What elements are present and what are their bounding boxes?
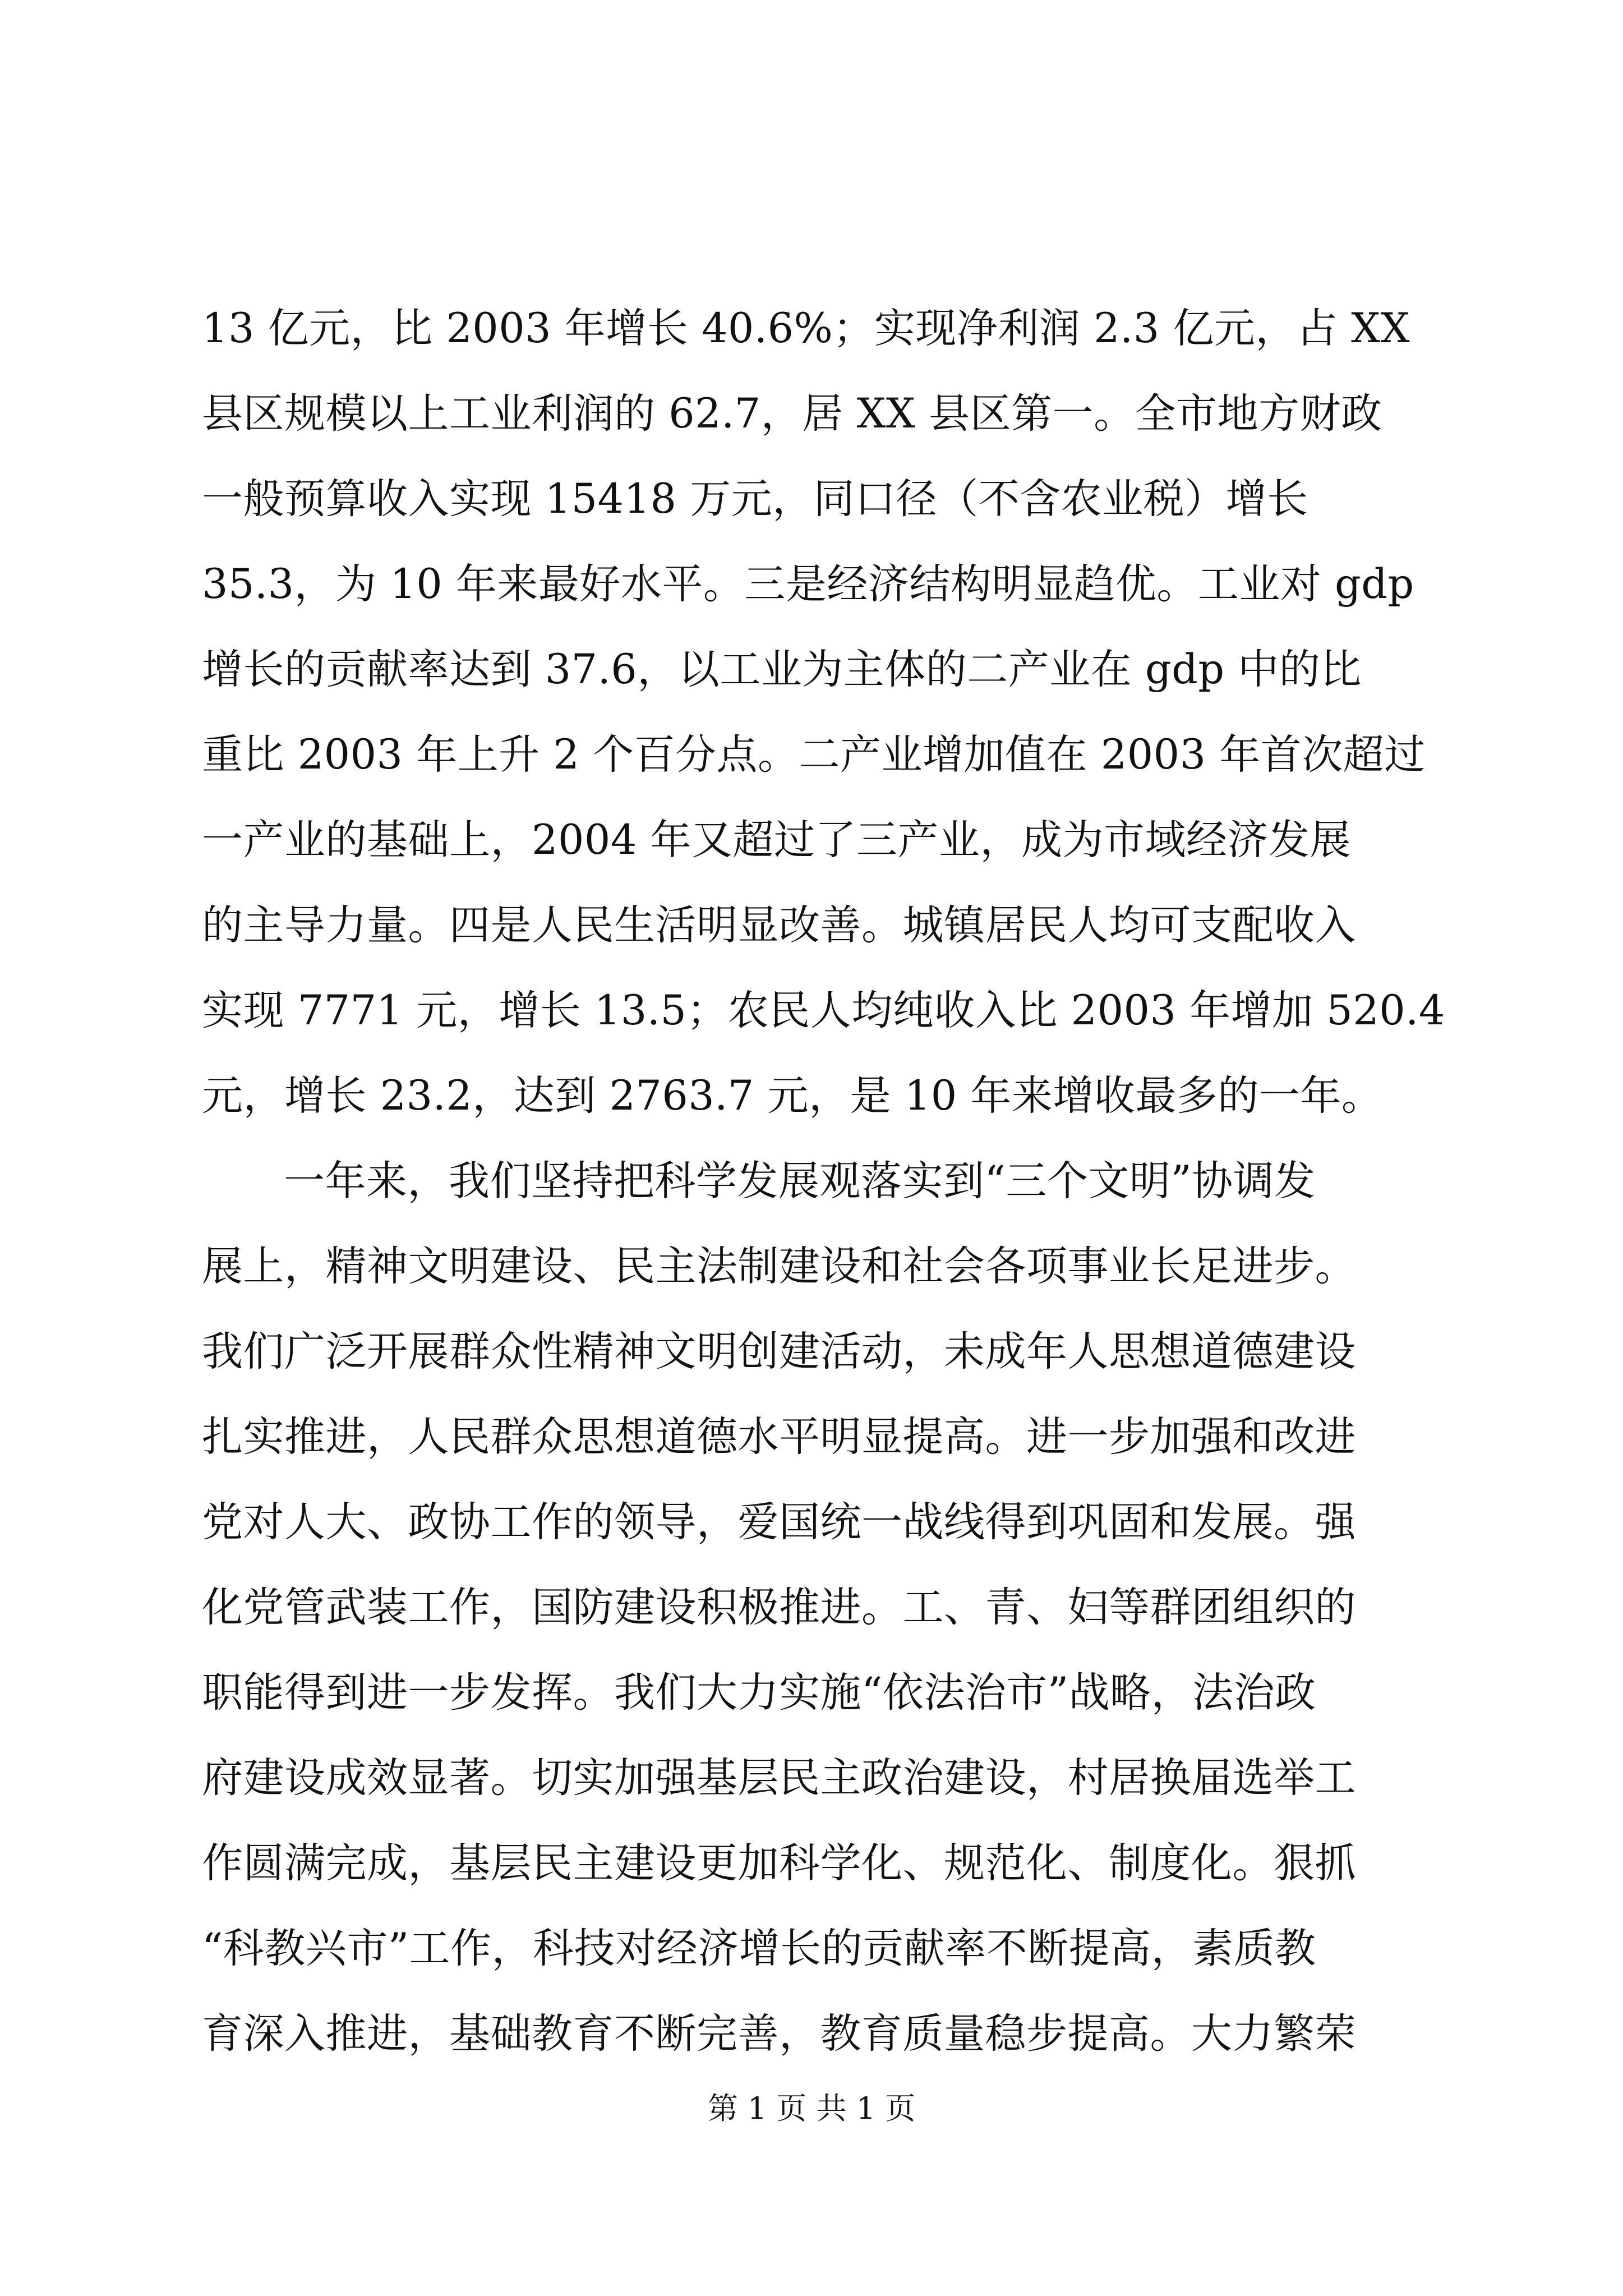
text-line: 的主导力量。四是人民生活明显改善。城镇居民人均可支配收入: [202, 901, 1356, 949]
text-line: 展上，精神文明建设、民主法制建设和社会各项事业长足进步。: [202, 1243, 1356, 1290]
text-line: 扎实推进，人民群众思想道德水平明显提高。进一步加强和改进: [202, 1413, 1356, 1461]
page-number-footer: 第 1 页 共 1 页: [707, 2091, 916, 2126]
text-line: 作圆满完成，基层民主建设更加科学化、规范化、制度化。狠抓: [202, 1839, 1356, 1887]
text-line: 府建设成效显著。切实加强基层民主政治建设，村居换届选举工: [202, 1754, 1356, 1802]
paragraph-first-line: 一年来，我们坚持把科学发展观落实到“三个文明”协调发: [284, 1157, 1316, 1205]
text-line: 党对人大、政协工作的领导，爱国统一战线得到巩固和发展。强: [202, 1498, 1356, 1546]
text-line: 职能得到进一步发挥。我们大力实施“依法治市”战略，法治政: [202, 1669, 1316, 1717]
text-line: 我们广泛开展群众性精神文明创建活动，未成年人思想道德建设: [202, 1328, 1356, 1375]
text-line: 增长的贡献率达到 37.6，以工业为主体的二产业在 gdp 中的比: [202, 646, 1362, 693]
text-line: 元，增长 23.2，达到 2763.7 元，是 10 年来增收最多的一年。: [202, 1072, 1383, 1120]
text-line: 13 亿元，比 2003 年增长 40.6%；实现净利润 2.3 亿元，占 XX: [202, 305, 1410, 352]
text-line: 育深入推进，基础教育不断完善，教育质量稳步提高。大力繁荣: [202, 2010, 1356, 2058]
text-line: 一般预算收入实现 15418 万元，同口径（不含农业税）增长: [202, 475, 1308, 523]
text-line: 35.3，为 10 年来最好水平。三是经济结构明显趋优。工业对 gdp: [202, 560, 1414, 608]
text-line: 化党管武装工作，国防建设积极推进。工、青、妇等群团组织的: [202, 1584, 1356, 1631]
text-line: 县区规模以上工业利润的 62.7，居 XX 县区第一。全市地方财政: [202, 390, 1382, 438]
text-line: 重比 2003 年上升 2 个百分点。二产业增加值在 2003 年首次超过: [202, 731, 1426, 779]
text-line: 实现 7771 元，增长 13.5；农民人均纯收入比 2003 年增加 520.4: [202, 987, 1445, 1034]
text-line: “科教兴市”工作，科技对经济增长的贡献率不断提高，素质教: [202, 1925, 1316, 1972]
text-line: 一产业的基础上，2004 年又超过了三产业，成为市域经济发展: [202, 816, 1351, 864]
